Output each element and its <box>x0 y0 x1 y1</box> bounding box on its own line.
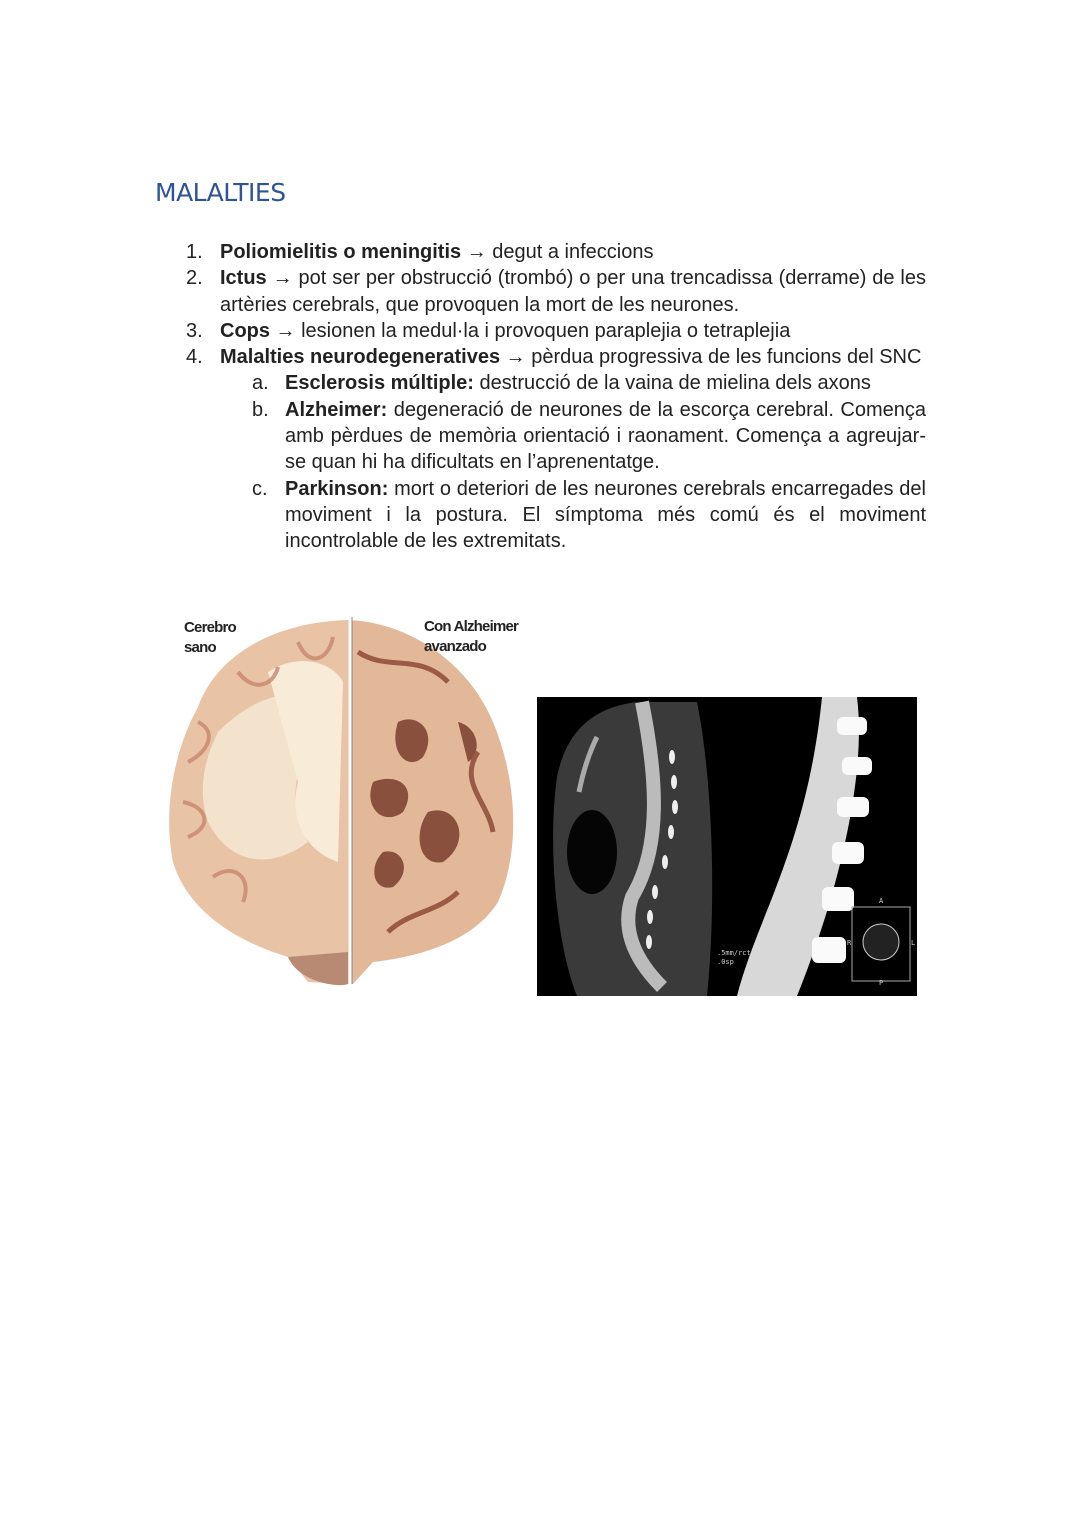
item-number: 2. <box>186 267 203 290</box>
scan-readout-1: .5mm/rct <box>717 949 751 957</box>
brain-illustration <box>158 612 523 988</box>
item-term: Poliomielitis o meningitis <box>220 241 462 263</box>
item-letter: c. <box>252 477 268 500</box>
orientation-p: P <box>879 979 884 987</box>
item-term: Alzheimer: <box>285 398 388 421</box>
item-term: Cops <box>220 319 270 342</box>
sub-list-item <box>186 397 926 476</box>
orientation-r: R <box>847 939 852 947</box>
item-text: → pèrdua progressiva de les funcions del SNC <box>500 346 922 369</box>
sub-list-item <box>186 370 926 396</box>
list-item <box>186 265 926 318</box>
item-text: → pot ser per obstrucció (trombó) o per una trencadissa (derrame) de les artèries cerebrals, que provoquen la mort de les neurones. <box>220 267 926 316</box>
item-text: destrucció de la vaina de mielina dels axons <box>473 372 871 395</box>
label-healthy-brain: Cerebro sano <box>184 619 236 656</box>
item-term: Parkinson: <box>285 477 389 500</box>
scan-readout-2: .0sp <box>717 958 734 966</box>
item-number: 1. <box>186 241 203 263</box>
orientation-l: L <box>911 939 916 947</box>
item-term: Malalties neurodegeneratives <box>220 346 501 369</box>
item-text: → degut a infeccions <box>461 241 654 263</box>
item-letter: b. <box>252 398 269 421</box>
scan-readout <box>717 949 751 967</box>
disease-list <box>186 239 926 555</box>
item-number: 3. <box>186 319 203 342</box>
list-item <box>186 239 926 265</box>
brain-comparison-image <box>158 612 523 988</box>
item-term: Esclerosis múltiple: <box>285 372 474 395</box>
orientation-a: A <box>879 897 884 905</box>
item-number: 4. <box>186 346 203 369</box>
list-item <box>186 344 926 370</box>
item-text: → lesionen la medul·la i provoquen paraplejia o tetraplejia <box>270 319 791 342</box>
list-item <box>186 318 926 344</box>
item-text: mort o deteriori de les neurones cerebrals encarregades del moviment i la postura. El símptoma més comú és el moviment incontrolable de les extremitats. <box>285 477 926 553</box>
item-term: Ictus <box>220 267 267 290</box>
section-heading: MALALTIES <box>155 178 286 207</box>
item-letter: a. <box>252 372 269 395</box>
spine-ct-scan-image <box>537 697 917 996</box>
label-alzheimer-brain: Con Alzheimer avanzado <box>424 618 519 655</box>
sub-list-item <box>186 476 926 555</box>
item-text: degeneració de neurones de la escorça cerebral. Comença amb pèrdues de memòria orientació i raonament. Comença a agreujar-se quan hi ha dificultats en l’aprenentatge. <box>285 398 926 474</box>
